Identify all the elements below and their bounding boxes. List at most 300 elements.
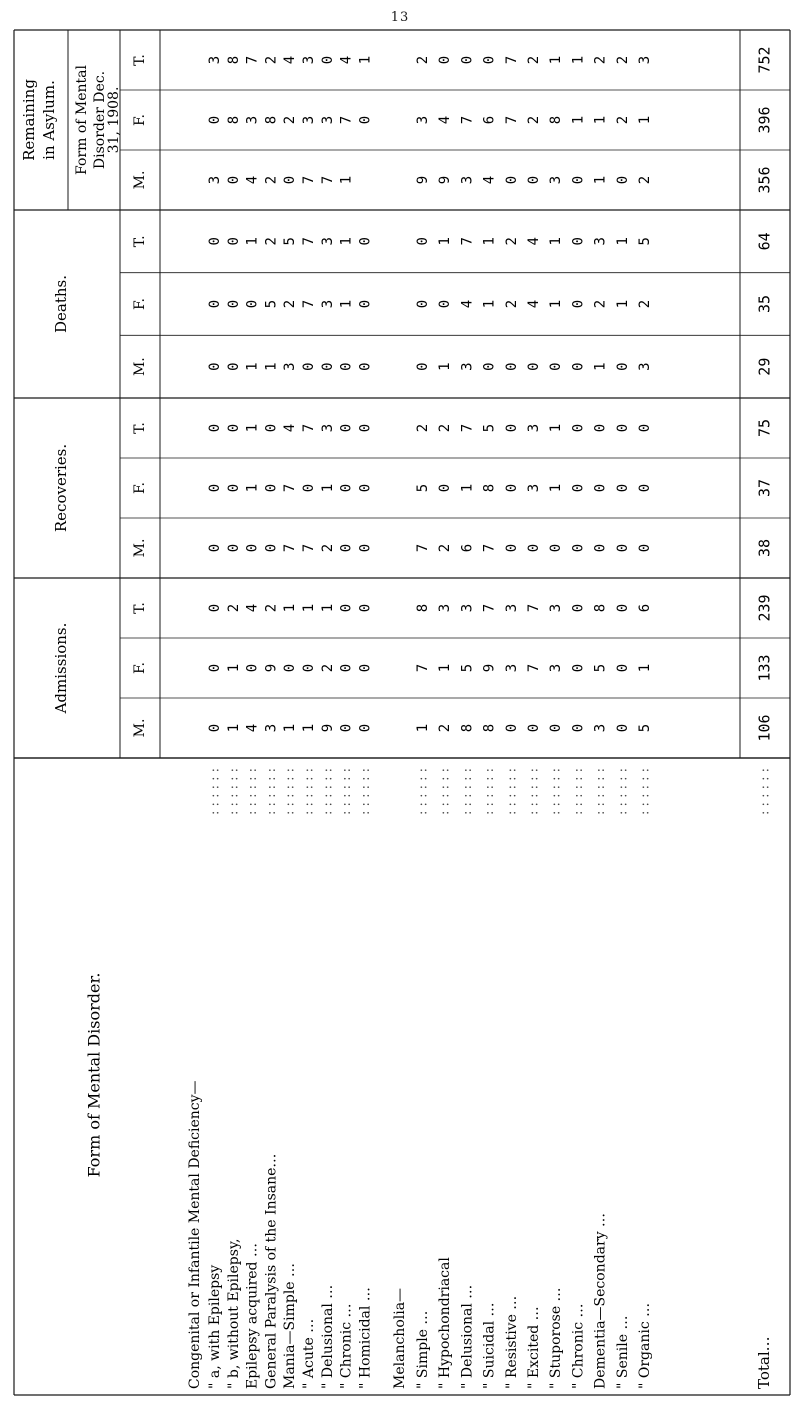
- table-cell: 6: [481, 115, 498, 125]
- table-cell: 1: [437, 237, 454, 246]
- row-label: " Delusional …: [319, 1284, 336, 1389]
- table-cell: 4: [244, 603, 261, 613]
- table-cell: 3: [263, 723, 280, 733]
- table-cell: 7: [415, 543, 431, 553]
- table-cell: 0: [338, 603, 355, 613]
- table-cell: 3: [548, 175, 565, 185]
- table-cell: 4: [244, 723, 261, 733]
- table-cell: 0: [415, 237, 431, 246]
- table-cell: 0: [637, 543, 653, 553]
- table-cell: 2: [526, 55, 542, 65]
- table-cell: 0: [614, 603, 631, 613]
- column-label-recoveries-f: F.: [132, 298, 148, 310]
- table-cell: 5: [263, 299, 280, 309]
- table-cell: 5: [637, 723, 653, 733]
- table-cell: 0: [225, 483, 242, 493]
- table-cell: 5: [592, 663, 609, 673]
- leader-dots: : : : : : :: [301, 768, 317, 815]
- table-cell: 0: [263, 423, 280, 433]
- table-cell: 0: [570, 483, 587, 493]
- table-cell: 0: [526, 723, 542, 733]
- table-cell: 2: [437, 543, 454, 553]
- table-cell: 0: [548, 543, 565, 553]
- table-cell: 3: [207, 175, 223, 185]
- table-cell: 3: [207, 55, 223, 65]
- table-cell: 0: [614, 362, 631, 371]
- table-cell: 7: [459, 423, 476, 433]
- table-cell: 2: [526, 115, 542, 125]
- table-cell: 3: [244, 115, 261, 125]
- table-cell: 3: [592, 237, 609, 246]
- table-cell: 1: [570, 55, 587, 65]
- table-cell: 0: [437, 55, 454, 65]
- table-cell: 0: [637, 423, 653, 433]
- table-cell: 2: [225, 603, 242, 613]
- table-cell: 0: [570, 723, 587, 733]
- table-cell: 0: [614, 175, 631, 185]
- table-cell: 7: [282, 543, 299, 553]
- column-label-deaths-f: F.: [132, 482, 148, 494]
- leader-dots: : : : : : :: [226, 768, 242, 815]
- table-cell: 0: [357, 603, 374, 613]
- table-cell: 1: [481, 299, 498, 309]
- total-cell: 396: [755, 106, 774, 134]
- table-cells: [207, 46, 774, 741]
- row-label: Mania—Simple …: [282, 1262, 299, 1389]
- row-label: " Excited …: [526, 1306, 542, 1389]
- row-label: " Acute …: [301, 1318, 317, 1389]
- table-cell: 0: [614, 663, 631, 673]
- table-cell: 0: [592, 543, 609, 553]
- table-cell: 4: [481, 175, 498, 185]
- table-cell: 0: [207, 115, 223, 125]
- column-label-deaths-t: T.: [132, 422, 148, 434]
- table-cell: 7: [481, 603, 498, 613]
- table-cell: 0: [592, 483, 609, 493]
- table-cell: 0: [225, 423, 242, 433]
- table-cell: 0: [207, 603, 223, 613]
- table-cell: 8: [225, 55, 242, 65]
- table-cell: 0: [207, 663, 223, 673]
- table-cell: 0: [570, 362, 587, 371]
- leader-dots: : : : : : :: [437, 768, 453, 815]
- table-cell: 7: [481, 543, 498, 553]
- table-cell: 1: [225, 663, 242, 673]
- table-cell: 1: [244, 423, 261, 433]
- leader-dots: : : : : : :: [245, 768, 261, 815]
- row-label: " Simple …: [415, 1310, 431, 1389]
- table-cell: 3: [415, 115, 431, 125]
- table-cell: 7: [301, 237, 317, 246]
- table-cell: 8: [263, 115, 280, 125]
- table-cell: 9: [415, 175, 431, 185]
- remaining-header-line1: Remaining: [20, 79, 38, 161]
- table-cell: 1: [357, 55, 374, 65]
- table-cell: 0: [415, 299, 431, 309]
- total-cell: 35: [755, 294, 774, 314]
- table-cell: 0: [207, 237, 223, 246]
- table-cell: 1: [592, 362, 609, 371]
- table-cell: 0: [263, 483, 280, 493]
- table-cell: 8: [548, 115, 565, 125]
- table-cell: 8: [459, 723, 476, 733]
- table-cell: 1: [548, 55, 565, 65]
- row-label: Congenital or Infantile Mental Deficiency—: [187, 1080, 203, 1389]
- column-label-remaining-m: M.: [132, 718, 148, 738]
- table-cell: 7: [459, 115, 476, 125]
- table-cell: 1: [415, 723, 431, 733]
- table-cell: 7: [301, 299, 317, 309]
- table-cell: 3: [526, 423, 542, 433]
- table-cell: 7: [526, 663, 542, 673]
- table-cell: 0: [225, 299, 242, 309]
- table-cell: 0: [301, 362, 317, 371]
- table-cell: 2: [263, 175, 280, 185]
- row-label: Total…: [755, 1336, 773, 1389]
- table-cell: 3: [301, 115, 317, 125]
- table-cell: 3: [319, 299, 336, 309]
- table-cell: 0: [570, 299, 587, 309]
- table-cell: 0: [570, 237, 587, 246]
- table-cell: 0: [357, 543, 374, 553]
- row-label: " Stuporose …: [548, 1287, 565, 1389]
- table-cell: 0: [338, 362, 355, 371]
- leader-dots: : : : : : :: [207, 768, 223, 815]
- table-cell: 3: [437, 603, 454, 613]
- leader-dots: : : : : : :: [339, 768, 355, 815]
- table-cell: 2: [503, 299, 520, 309]
- leader-dots: : : : : : :: [637, 768, 653, 815]
- table-cell: 1: [338, 237, 355, 246]
- table-cell: 0: [338, 723, 355, 733]
- table-cell: 1: [319, 483, 336, 493]
- table-cell: 7: [319, 175, 336, 185]
- table-cell: 4: [338, 55, 355, 65]
- table-cell: 1: [263, 362, 280, 371]
- table-cell: 4: [526, 237, 542, 246]
- remaining-header-line2: in Asylum.: [40, 80, 58, 160]
- table-cell: 0: [244, 663, 261, 673]
- table-cell: 0: [338, 483, 355, 493]
- table-cell: 7: [301, 175, 317, 185]
- total-cell: 75: [755, 418, 774, 438]
- table-cell: 0: [338, 663, 355, 673]
- table-cell: 7: [503, 55, 520, 65]
- table-cell: 3: [548, 663, 565, 673]
- table-cell: 0: [459, 55, 476, 65]
- table-cell: 2: [282, 299, 299, 309]
- row-label: " Chronic …: [338, 1303, 355, 1389]
- table-cell: 3: [548, 603, 565, 613]
- table-cell: 0: [244, 299, 261, 309]
- table-cell: 0: [548, 362, 565, 371]
- table-cell: 0: [207, 543, 223, 553]
- total-cell: 29: [755, 357, 774, 376]
- row-label: General Paralysis of the Insane…: [263, 1153, 280, 1389]
- table-cell: 1: [244, 237, 261, 246]
- total-cell: 356: [755, 166, 774, 194]
- leader-dots: : : : : : :: [757, 768, 773, 815]
- table-cell: 7: [301, 423, 317, 433]
- column-label-admissions-f: F.: [132, 114, 148, 126]
- table-cell: 4: [244, 175, 261, 185]
- table-cell: 9: [481, 663, 498, 673]
- table-cell: 0: [207, 483, 223, 493]
- table-cell: 0: [357, 723, 374, 733]
- total-cell: 64: [755, 232, 774, 251]
- table-cell: 1: [338, 299, 355, 309]
- row-label: " Hypochondriacal: [437, 1257, 454, 1389]
- leader-dots: : : : : : :: [615, 768, 631, 815]
- table-cell: 1: [338, 175, 355, 185]
- table-cell: 8: [481, 723, 498, 733]
- table-cell: 1: [301, 603, 317, 613]
- table-cell: 0: [437, 299, 454, 309]
- table-cell: 3: [319, 237, 336, 246]
- table-cell: 2: [503, 237, 520, 246]
- table-cell: 3: [637, 55, 653, 65]
- table-cell: 2: [592, 299, 609, 309]
- table-title: Form of Mental Disorder.: [84, 972, 104, 1178]
- table-cell: 0: [570, 663, 587, 673]
- table-cell: 4: [282, 423, 299, 433]
- table-cell: 0: [415, 362, 431, 371]
- table-cell: 1: [592, 115, 609, 125]
- group-title-recoveries: Deaths.: [52, 274, 70, 334]
- table-cell: 0: [225, 237, 242, 246]
- table-cell: 1: [637, 663, 653, 673]
- table-cell: 2: [263, 55, 280, 65]
- leader-dots: : : : : : :: [526, 768, 542, 815]
- leader-dots: : : : : : :: [415, 768, 431, 815]
- table-cell: 0: [614, 423, 631, 433]
- table-cell: 1: [301, 723, 317, 733]
- table-cell: 0: [357, 115, 374, 125]
- table-cell: 0: [357, 362, 374, 371]
- table-cell: 2: [637, 299, 653, 309]
- table-cell: 0: [282, 175, 299, 185]
- table-cell: 9: [437, 175, 454, 185]
- group-title-remaining: Admissions.: [52, 622, 70, 714]
- table-cell: 2: [592, 55, 609, 65]
- table-cell: 1: [437, 663, 454, 673]
- table-cell: 0: [357, 299, 374, 309]
- table-cell: 0: [614, 483, 631, 493]
- table-cell: 8: [415, 603, 431, 613]
- table-cell: 5: [459, 663, 476, 673]
- table-cell: 0: [570, 423, 587, 433]
- leader-dots: : : : : : :: [504, 768, 520, 815]
- table-cell: 0: [357, 663, 374, 673]
- table-cell: 0: [614, 723, 631, 733]
- table-cell: 9: [319, 723, 336, 733]
- page-number: 13: [390, 10, 410, 25]
- table-cell: 1: [319, 603, 336, 613]
- row-label: " Organic …: [637, 1302, 653, 1389]
- row-label: Dementia—Secondary …: [592, 1212, 609, 1389]
- row-label: Melancholia—: [392, 1287, 408, 1389]
- column-label-remaining-t: T.: [132, 602, 148, 614]
- column-label-admissions-t: T.: [132, 54, 148, 66]
- table-cell: 0: [207, 723, 223, 733]
- table-cell: 2: [415, 423, 431, 433]
- table-cell: 3: [319, 115, 336, 125]
- row-label: " Chronic …: [570, 1303, 587, 1389]
- table-cell: 5: [637, 237, 653, 246]
- table-cell: 4: [282, 55, 299, 65]
- table-cell: 0: [357, 423, 374, 433]
- table-cell: 8: [481, 483, 498, 493]
- table-cell: 6: [459, 543, 476, 553]
- table-cell: 7: [459, 237, 476, 246]
- table-cell: 0: [548, 723, 565, 733]
- leader-dots: : : : : : :: [548, 768, 564, 815]
- table-cell: 7: [301, 543, 317, 553]
- leader-dots: : : : : : :: [570, 768, 586, 815]
- column-label-remaining-f: F.: [132, 662, 148, 674]
- table-cell: 3: [301, 55, 317, 65]
- table-cell: 4: [437, 115, 454, 125]
- row-label: Epilepsy acquired …: [244, 1243, 261, 1389]
- table-cell: 0: [207, 362, 223, 371]
- row-label: " Suicidal …: [481, 1302, 498, 1389]
- table-cell: 0: [503, 723, 520, 733]
- table-cell: 1: [244, 483, 261, 493]
- table-cell: 2: [637, 175, 653, 185]
- table-cell: 3: [503, 603, 520, 613]
- row-label: " Homicidal …: [357, 1287, 374, 1389]
- leader-dots: : : : : : :: [357, 768, 373, 815]
- table-cell: 3: [592, 723, 609, 733]
- table-cell: 2: [319, 663, 336, 673]
- table-cell: 0: [225, 362, 242, 371]
- table-rules: [14, 30, 790, 1395]
- table-cell: 1: [570, 115, 587, 125]
- table-cell: 8: [225, 115, 242, 125]
- table-cell: 3: [459, 603, 476, 613]
- remaining-sub-line2: Disorder Dec.: [92, 70, 108, 170]
- remaining-sub-line1: Form of Mental: [74, 65, 90, 175]
- table-cell: 1: [481, 237, 498, 246]
- table-cell: 2: [437, 423, 454, 433]
- table-cell: 3: [637, 362, 653, 371]
- table-cell: 7: [282, 483, 299, 493]
- table-cell: 2: [263, 237, 280, 246]
- table-cell: 0: [244, 543, 261, 553]
- leader-dots: : : : : : :: [482, 768, 498, 815]
- table-cell: 1: [548, 483, 565, 493]
- table-cell: 2: [415, 55, 431, 65]
- table-cell: 5: [282, 237, 299, 246]
- table-cell: 0: [338, 423, 355, 433]
- table-cell: 1: [548, 299, 565, 309]
- remaining-sub-line3: 31, 1908.: [106, 86, 122, 154]
- table-cell: 2: [614, 115, 631, 125]
- table-cell: 1: [614, 299, 631, 309]
- table-cell: 7: [415, 663, 431, 673]
- column-label-deaths-m: M.: [132, 538, 148, 558]
- table-cell: 0: [503, 483, 520, 493]
- table-cell: 5: [415, 483, 431, 493]
- row-label: " Senile …: [614, 1315, 631, 1389]
- table-cell: 0: [357, 483, 374, 493]
- table-cell: 0: [526, 362, 542, 371]
- total-cell: 37: [755, 478, 774, 498]
- table-cell: 1: [282, 723, 299, 733]
- total-cell: 239: [755, 594, 774, 622]
- table-cell: 0: [437, 483, 454, 493]
- column-label-recoveries-m: M.: [132, 357, 148, 377]
- table-cell: 0: [481, 362, 498, 371]
- column-label-admissions-m: M.: [132, 170, 148, 190]
- table-cell: 0: [338, 543, 355, 553]
- table-cell: 0: [263, 543, 280, 553]
- table-cell: 2: [614, 55, 631, 65]
- table-cell: 1: [592, 175, 609, 185]
- table-cell: 1: [614, 237, 631, 246]
- row-label: " Delusional …: [459, 1284, 476, 1389]
- group-title-deaths: Recoveries.: [52, 443, 70, 533]
- table-cell: 3: [526, 483, 542, 493]
- table-cell: 0: [225, 543, 242, 553]
- table-cell: 1: [459, 483, 476, 493]
- table-cell: 3: [319, 423, 336, 433]
- table-cell: 4: [459, 299, 476, 309]
- table-cell: 0: [301, 663, 317, 673]
- table-cell: 3: [459, 362, 476, 371]
- table-cell: 0: [526, 543, 542, 553]
- table-cell: 1: [548, 237, 565, 246]
- table-cell: 0: [207, 299, 223, 309]
- leader-dots: : : : : : :: [593, 768, 609, 815]
- table-cell: 0: [282, 663, 299, 673]
- row-label: " Resistive …: [503, 1295, 520, 1389]
- table-cell: 0: [637, 483, 653, 493]
- total-cell: 752: [755, 46, 774, 74]
- table-cell: 3: [459, 175, 476, 185]
- table-cell: 0: [503, 362, 520, 371]
- table-cell: 0: [503, 175, 520, 185]
- table-cell: 0: [319, 55, 336, 65]
- total-cell: 133: [755, 654, 774, 682]
- column-label-recoveries-t: T.: [132, 235, 148, 248]
- table-cell: 3: [282, 362, 299, 371]
- table-cell: 1: [437, 362, 454, 371]
- table-cell: 0: [207, 423, 223, 433]
- table-cell: 0: [570, 543, 587, 553]
- table-cell: 0: [614, 543, 631, 553]
- table-cell: 0: [570, 603, 587, 613]
- leader-dots: : : : : : :: [263, 768, 279, 815]
- table-cell: 8: [592, 603, 609, 613]
- table-cell: 0: [225, 175, 242, 185]
- table-cell: 2: [282, 115, 299, 125]
- table-cell: 2: [319, 543, 336, 553]
- table-cell: 1: [225, 723, 242, 733]
- leader-dots: : : : : : :: [320, 768, 336, 815]
- table-cell: 9: [263, 663, 280, 673]
- table-cell: 2: [437, 723, 454, 733]
- row-label: " b, without Epilepsy,: [225, 1238, 242, 1389]
- leader-dots: : : : : : :: [282, 768, 298, 815]
- leader-dots: : : : : : :: [459, 768, 475, 815]
- table-cell: 5: [481, 423, 498, 433]
- table-labels: [20, 54, 773, 1389]
- table-cell: 4: [526, 299, 542, 309]
- total-cell: 106: [755, 714, 774, 742]
- table-cell: 1: [282, 603, 299, 613]
- total-cell: 38: [755, 538, 774, 558]
